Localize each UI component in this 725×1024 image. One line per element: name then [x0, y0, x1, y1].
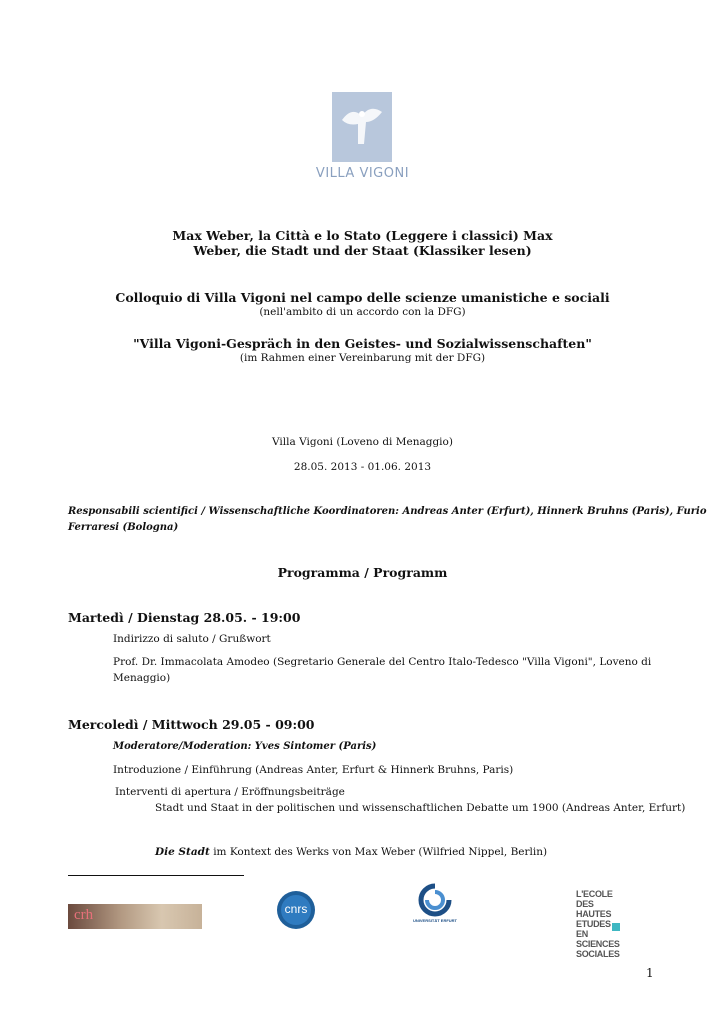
- colloquio-de-title: "Villa Vigoni-Gespräch in den Geistes- und Sozialwissenschaften": [133, 336, 592, 351]
- programma-heading: Programma / Programm: [277, 565, 448, 580]
- colloquio-it-title: Colloquio di Villa Vigoni nel campo delle scienze umanistiche e sociali: [115, 290, 610, 305]
- footnote-rule: [68, 875, 244, 876]
- day2-talk-anter: Stadt und Staat in der politischen und wissenschaftlichen Debatte um 1900 (Andreas Anter, Erfurt): [155, 802, 686, 814]
- day1-item-amodeo-line-2: Menaggio): [113, 672, 171, 684]
- day2-interventi: Interventi di apertura / Eröffnungsbeiträge: [115, 786, 345, 798]
- ehess-logo: [576, 889, 620, 959]
- day2-talk-nippel-emphasis: Die Stadt: [155, 846, 210, 858]
- title-line-1: Max Weber, la Città e lo Stato (Leggere i classici) Max: [172, 228, 553, 243]
- day2-talk-nippel-rest: im Kontext des Werks von Max Weber (Wilfried Nippel, Berlin): [209, 846, 548, 858]
- day1-item-amodeo-line-1: Prof. Dr. Immacolata Amodeo (Segretario Generale del Centro Italo-Tedesco "Villa Vigoni", Loveno di: [113, 656, 652, 668]
- crh-logo-text: crh: [74, 907, 94, 923]
- cnrs-logo: [276, 890, 316, 930]
- day2-moderator: Moderatore/Moderation: Yves Sintomer (Paris): [113, 741, 377, 752]
- erfurt-logo-text: UNIVERSITÄT ERFURT: [413, 918, 457, 923]
- erfurt-logo: [412, 882, 458, 932]
- cnrs-logo-text: cnrs: [284, 902, 308, 916]
- day1-heading: Martedì / Dienstag 28.05. - 19:00: [68, 610, 301, 625]
- day2-heading: Mercoledì / Mittwoch 29.05 - 09:00: [68, 717, 315, 732]
- erfurt-emblem-icon: [412, 882, 458, 918]
- page-number: 1: [646, 966, 654, 980]
- title-line-2: Weber, die Stadt und der Staat (Klassiker lesen): [193, 243, 532, 258]
- villa-vigoni-logo-text: VILLA VIGONI: [315, 166, 410, 181]
- venue-dates: 28.05. 2013 - 01.06. 2013: [293, 461, 432, 473]
- angel-icon: [332, 92, 392, 162]
- crh-logo: [68, 904, 202, 929]
- villa-vigoni-logo-emblem: [332, 92, 392, 162]
- responsabili-line-1: Responsabili scientifici / Wissenschaftliche Koordinatoren: Andreas Anter (Erfurt), Hinnerk Bruhns (Paris), Furio: [68, 506, 707, 517]
- responsabili-line-2: Ferraresi (Bologna): [68, 522, 179, 533]
- day2-talk-nippel: [155, 846, 547, 858]
- ehess-accent-square: [612, 923, 620, 931]
- day1-item-welcome: Indirizzo di saluto / Grußwort: [113, 633, 271, 645]
- colloquio-de-sub: (im Rahmen einer Vereinbarung mit der DFG): [239, 352, 486, 364]
- venue-place: Villa Vigoni (Loveno di Menaggio): [272, 436, 453, 448]
- colloquio-it-sub: (nell'ambito di un accordo con la DFG): [259, 306, 466, 318]
- day2-intro: Introduzione / Einführung (Andreas Anter, Erfurt & Hinnerk Bruhns, Paris): [113, 764, 514, 776]
- ehess-logo-text: L'ECOLE DES HAUTES ETUDES EN SCIENCES SOCIALES: [576, 889, 620, 959]
